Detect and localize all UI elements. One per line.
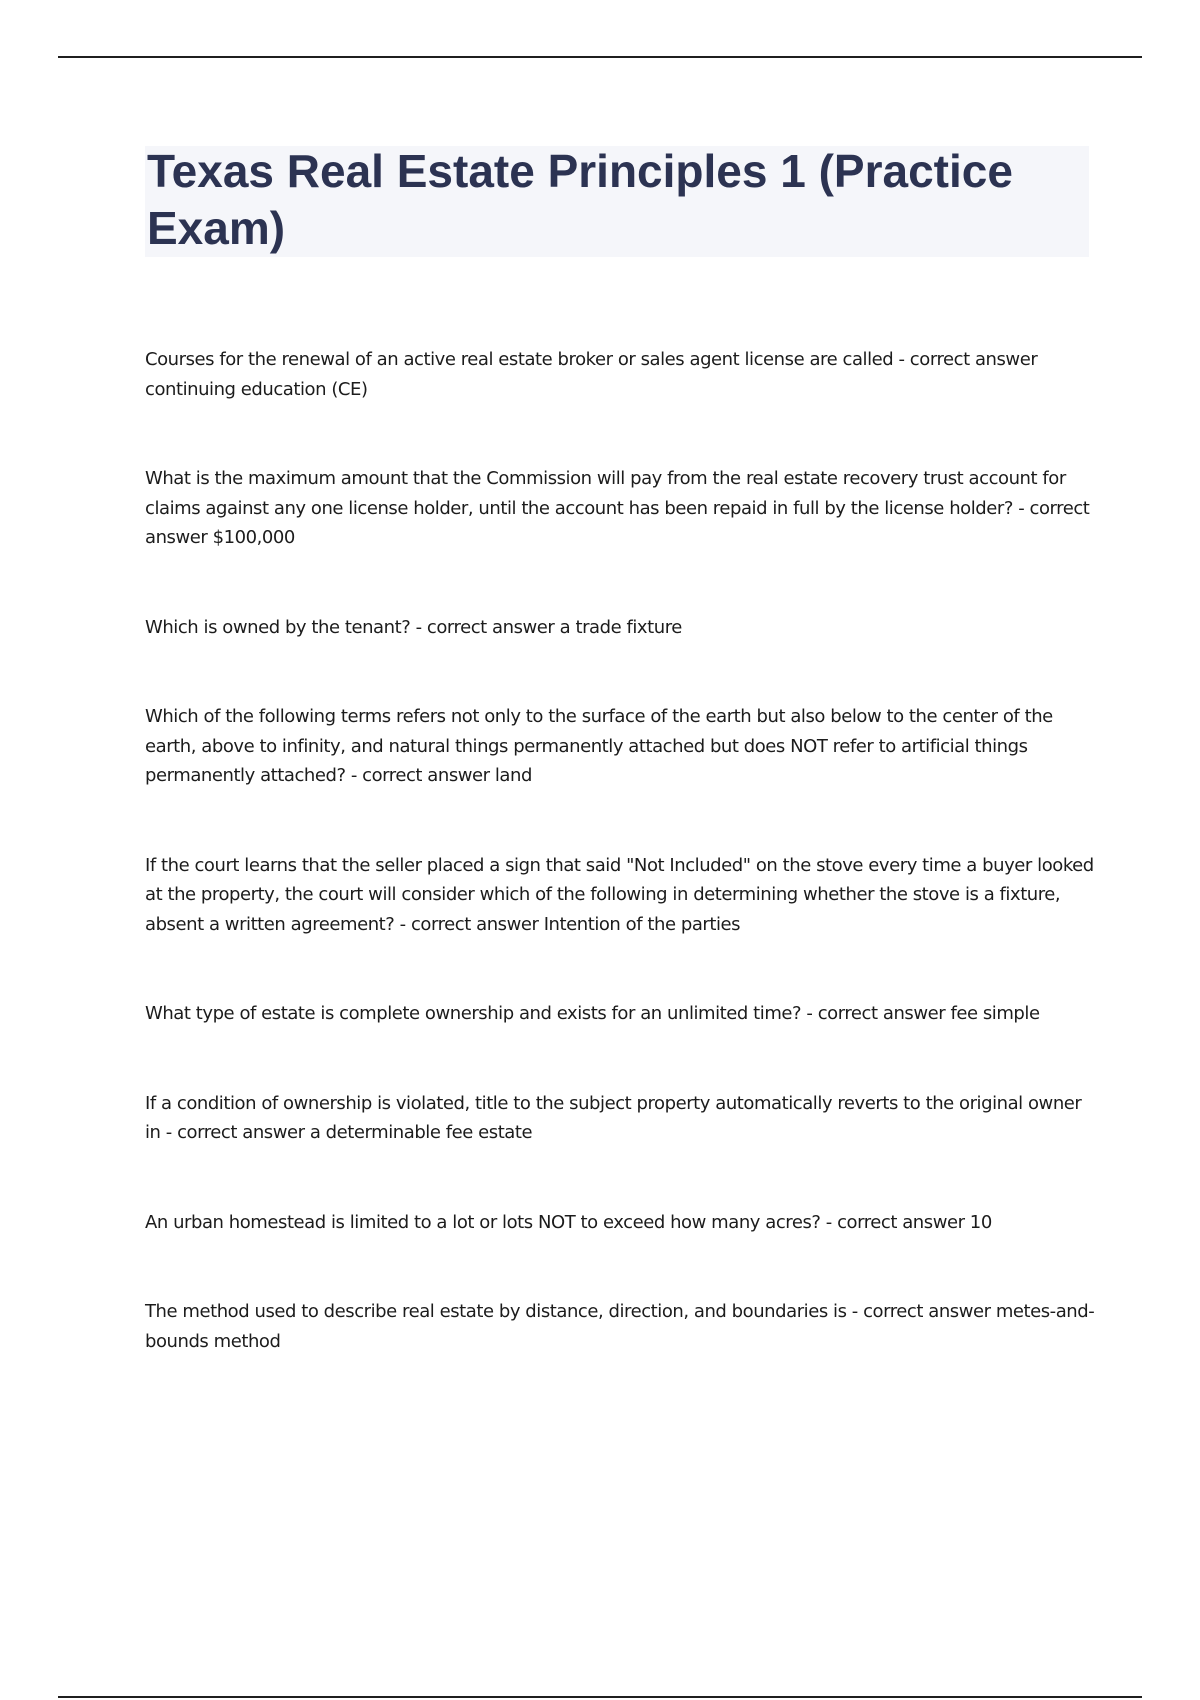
question-item: If the court learns that the seller placed a sign that said "Not Included" on the stove every time a buyer looked at the property, the court will consider which of the following in determining whether the stove is a fixture, absent a written agreement? - correct answer Intention of the parties [145,854,1094,935]
question-list [145,345,1095,1416]
question-item: What is the maximum amount that the Commission will pay from the real estate recovery trust account for claims against any one license holder, until the account has been repaid in full by the license holder? - correct answer $100,000 [145,468,1090,548]
question-item: An urban homestead is limited to a lot or lots NOT to exceed how many acres? - correct answer 10 [145,1211,992,1233]
page-title: Texas Real Estate Principles 1 (Practice Exam) [147,145,1013,254]
question-item: What type of estate is complete ownership and exists for an unlimited time? - correct answer fee simple [145,1003,1040,1024]
bottom-rule [58,1696,1142,1698]
question-item: Which of the following terms refers not only to the surface of the earth but also below to the center of the earth, above to infinity, and natural things permanently attached but does NOT refer to artificial things permanently attached? - correct answer land [145,706,1053,786]
question-item: If a condition of ownership is violated, title to the subject property automatically reverts to the original owner in - correct answer a determinable fee estate [145,1092,1082,1143]
question-item: Courses for the renewal of an active real estate broker or sales agent license are called - correct answer continuing education (CE) [145,349,1038,400]
top-rule [58,56,1142,58]
question-item: The method used to describe real estate by distance, direction, and boundaries is - correct answer metes-and-bounds method [145,1301,1095,1352]
question-item: Which is owned by the tenant? - correct answer a trade fixture [145,616,682,638]
